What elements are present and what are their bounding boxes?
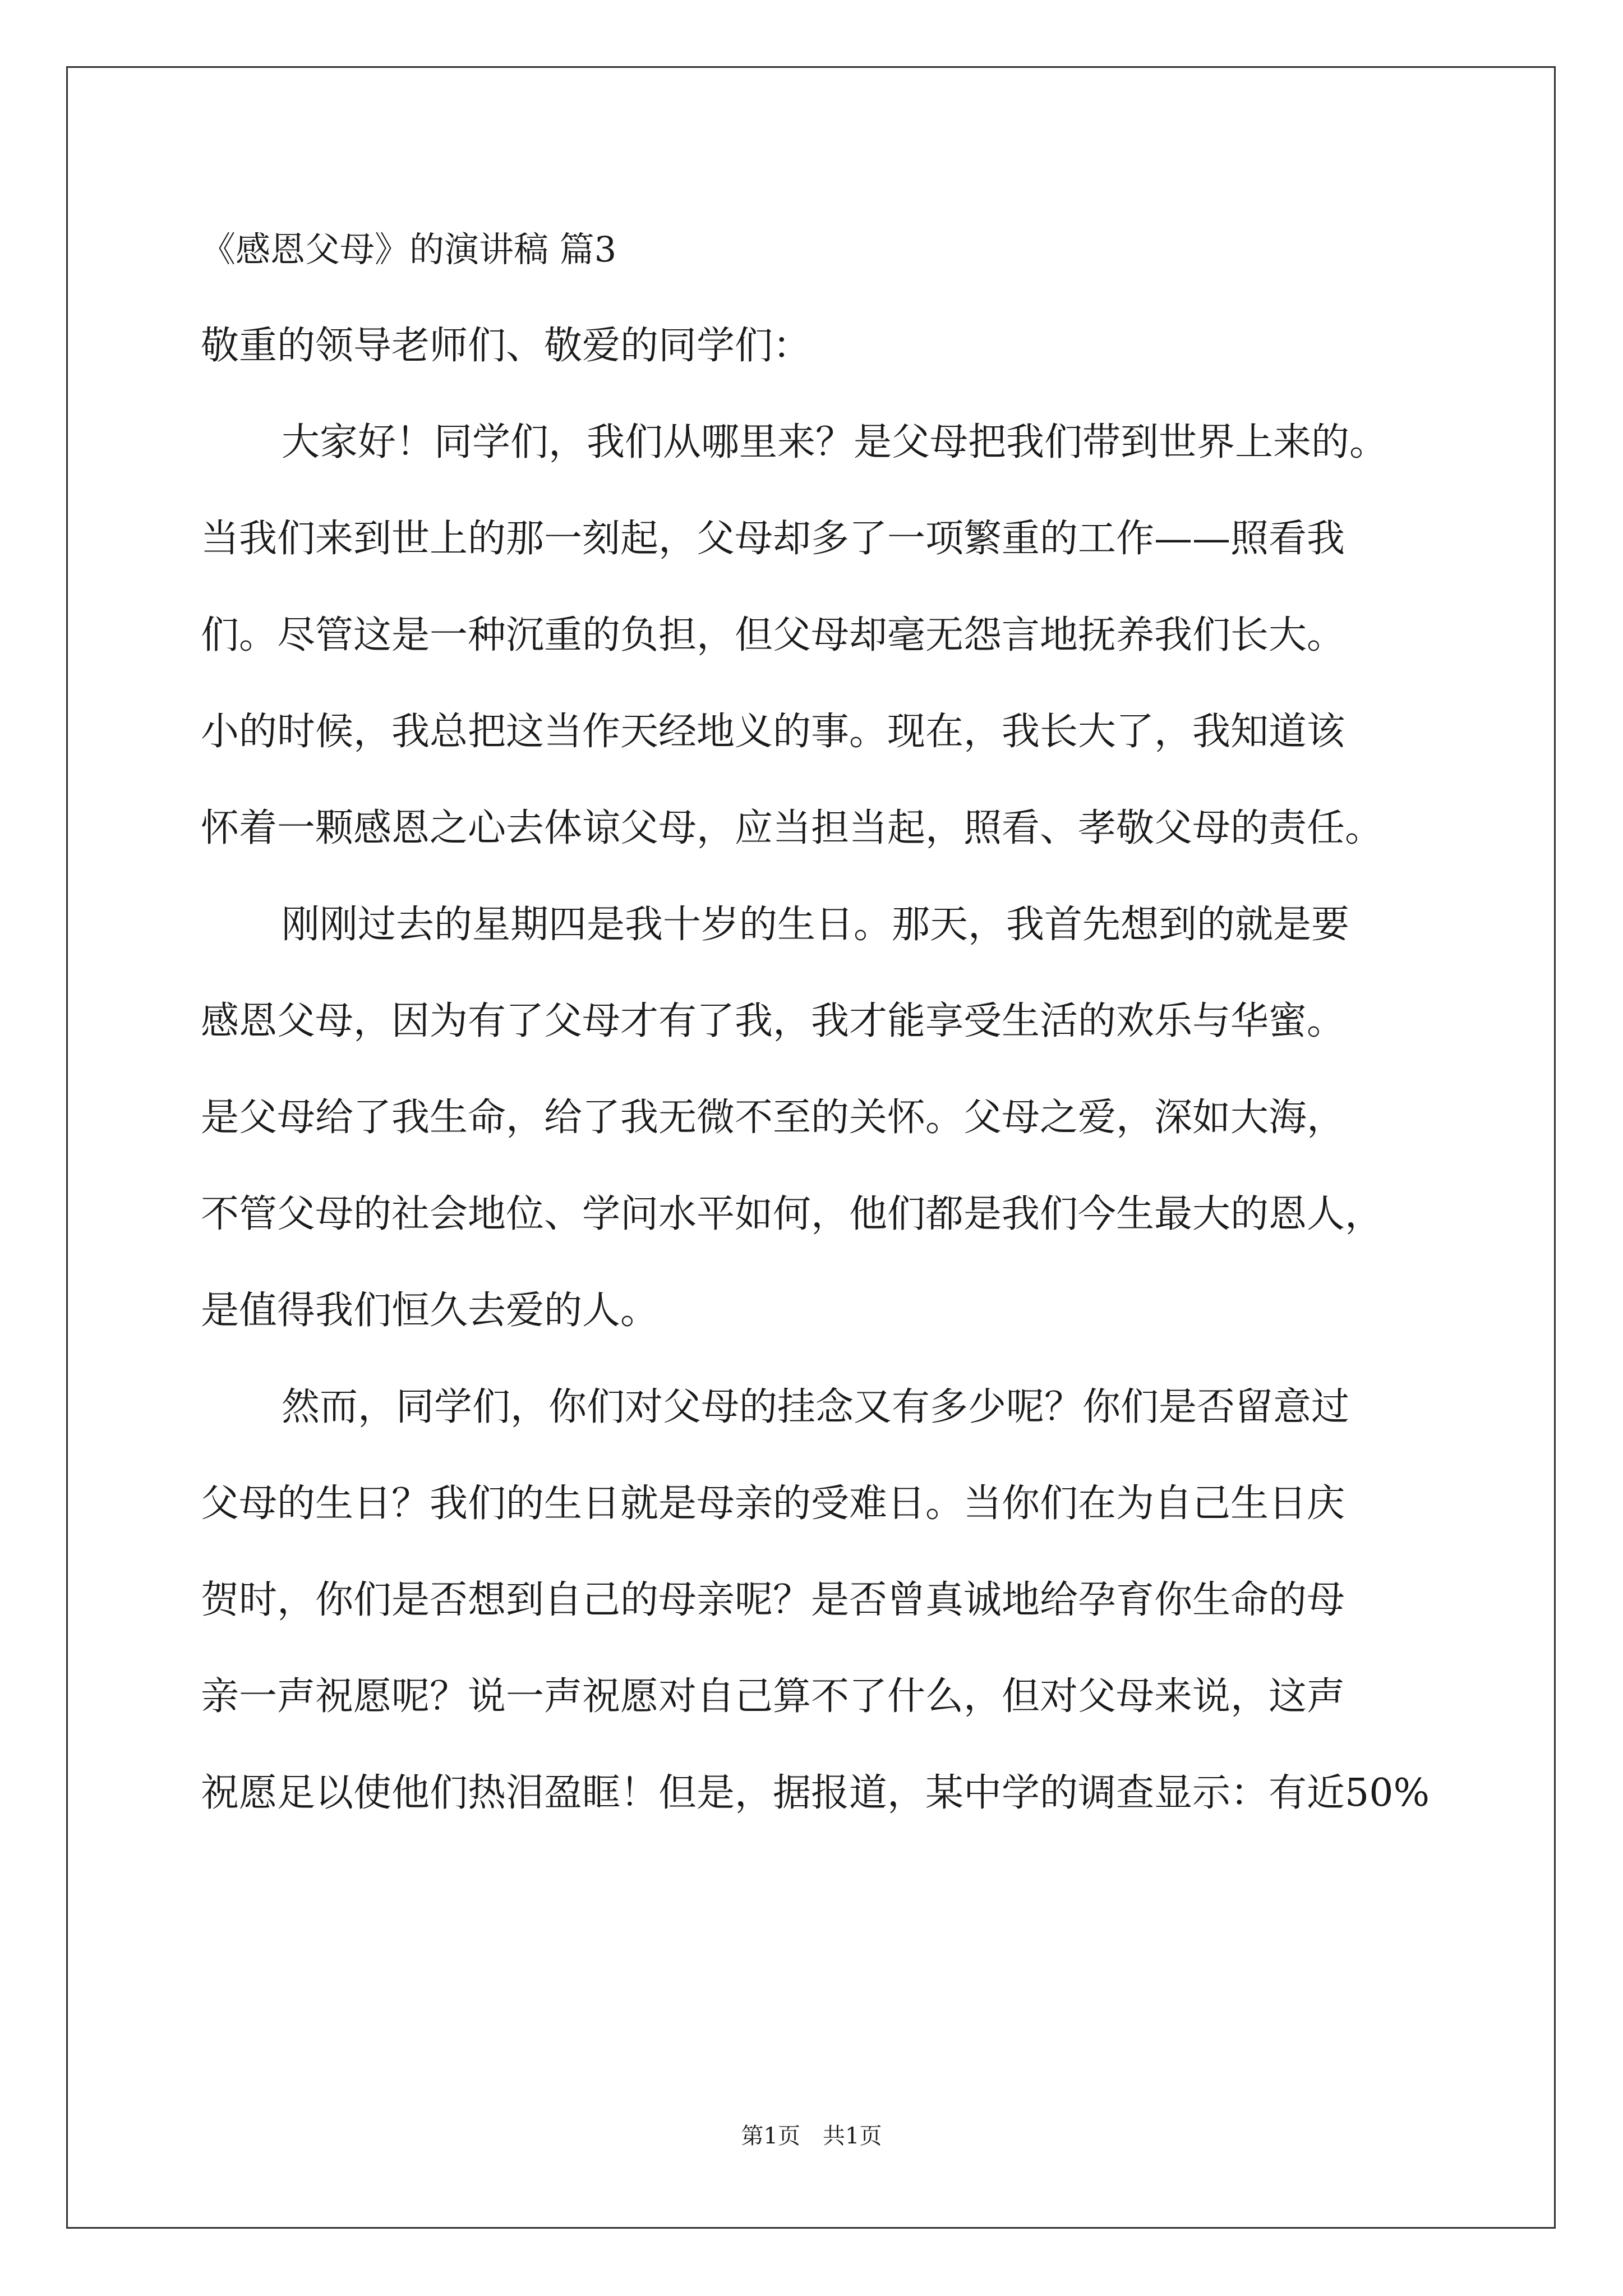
paragraph-line: 是值得我们恒久去爱的人。 [201,1289,659,1333]
paragraph-line: 感恩父母，因为有了父母才有了我，我才能享受生活的欢乐与华蜜。 [201,999,1345,1043]
paragraph-line: 是父母给了我生命，给了我无微不至的关怀。父母之爱，深如大海， [201,1096,1345,1140]
paragraph-line: 们。尽管这是一种沉重的负担，但父母却毫无怨言地抚养我们长大。 [201,613,1345,657]
paragraph-line: 刚刚过去的星期四是我十岁的生日。那天，我首先想到的就是要 [282,903,1350,947]
paragraph-line: 亲一声祝愿呢？说一声祝愿对自己算不了什么，但对父母来说，这声 [201,1674,1345,1719]
salutation: 敬重的领导老师们、敬爱的同学们： [201,324,811,368]
page-number: 第1页 [741,2123,800,2149]
paragraph-line: 祝愿足以使他们热泪盈眶！但是，据报道，某中学的调查显示：有近50% [201,1771,1430,1815]
paragraph-line: 父母的生日？我们的生日就是母亲的受难日。当你们在为自己生日庆 [201,1481,1345,1526]
paragraph-line: 贺时，你们是否想到自己的母亲呢？是否曾真诚地给孕育你生命的母 [201,1578,1345,1622]
paragraph-line: 怀着一颗感恩之心去体谅父母，应当担当起，照看、孝敬父母的责任。 [201,806,1384,850]
paragraph-line: 大家好！同学们，我们从哪里来？是父母把我们带到世界上来的。 [282,420,1388,464]
paragraph [201,415,1435,857]
paragraph-line: 不管父母的社会地位、学问水平如何，他们都是我们今生最大的恩人， [201,1192,1384,1236]
paragraph-line: 小的时候，我总把这当作天经地义的事。现在，我长大了，我知道该 [201,710,1345,754]
document-body [201,222,1435,1862]
page-footer [0,2119,1623,2153]
paragraph-line: 然而，同学们，你们对父母的挂念又有多少呢？你们是否留意过 [282,1385,1350,1429]
paragraph-line: 当我们来到世上的那一刻起，父母却多了一项繁重的工作——照看我 [201,517,1345,561]
document-title: 《感恩父母》的演讲稿 篇3 [201,229,617,270]
paragraph [201,1379,1435,1821]
page-total: 共1页 [823,2123,882,2149]
paragraph [201,897,1435,1339]
